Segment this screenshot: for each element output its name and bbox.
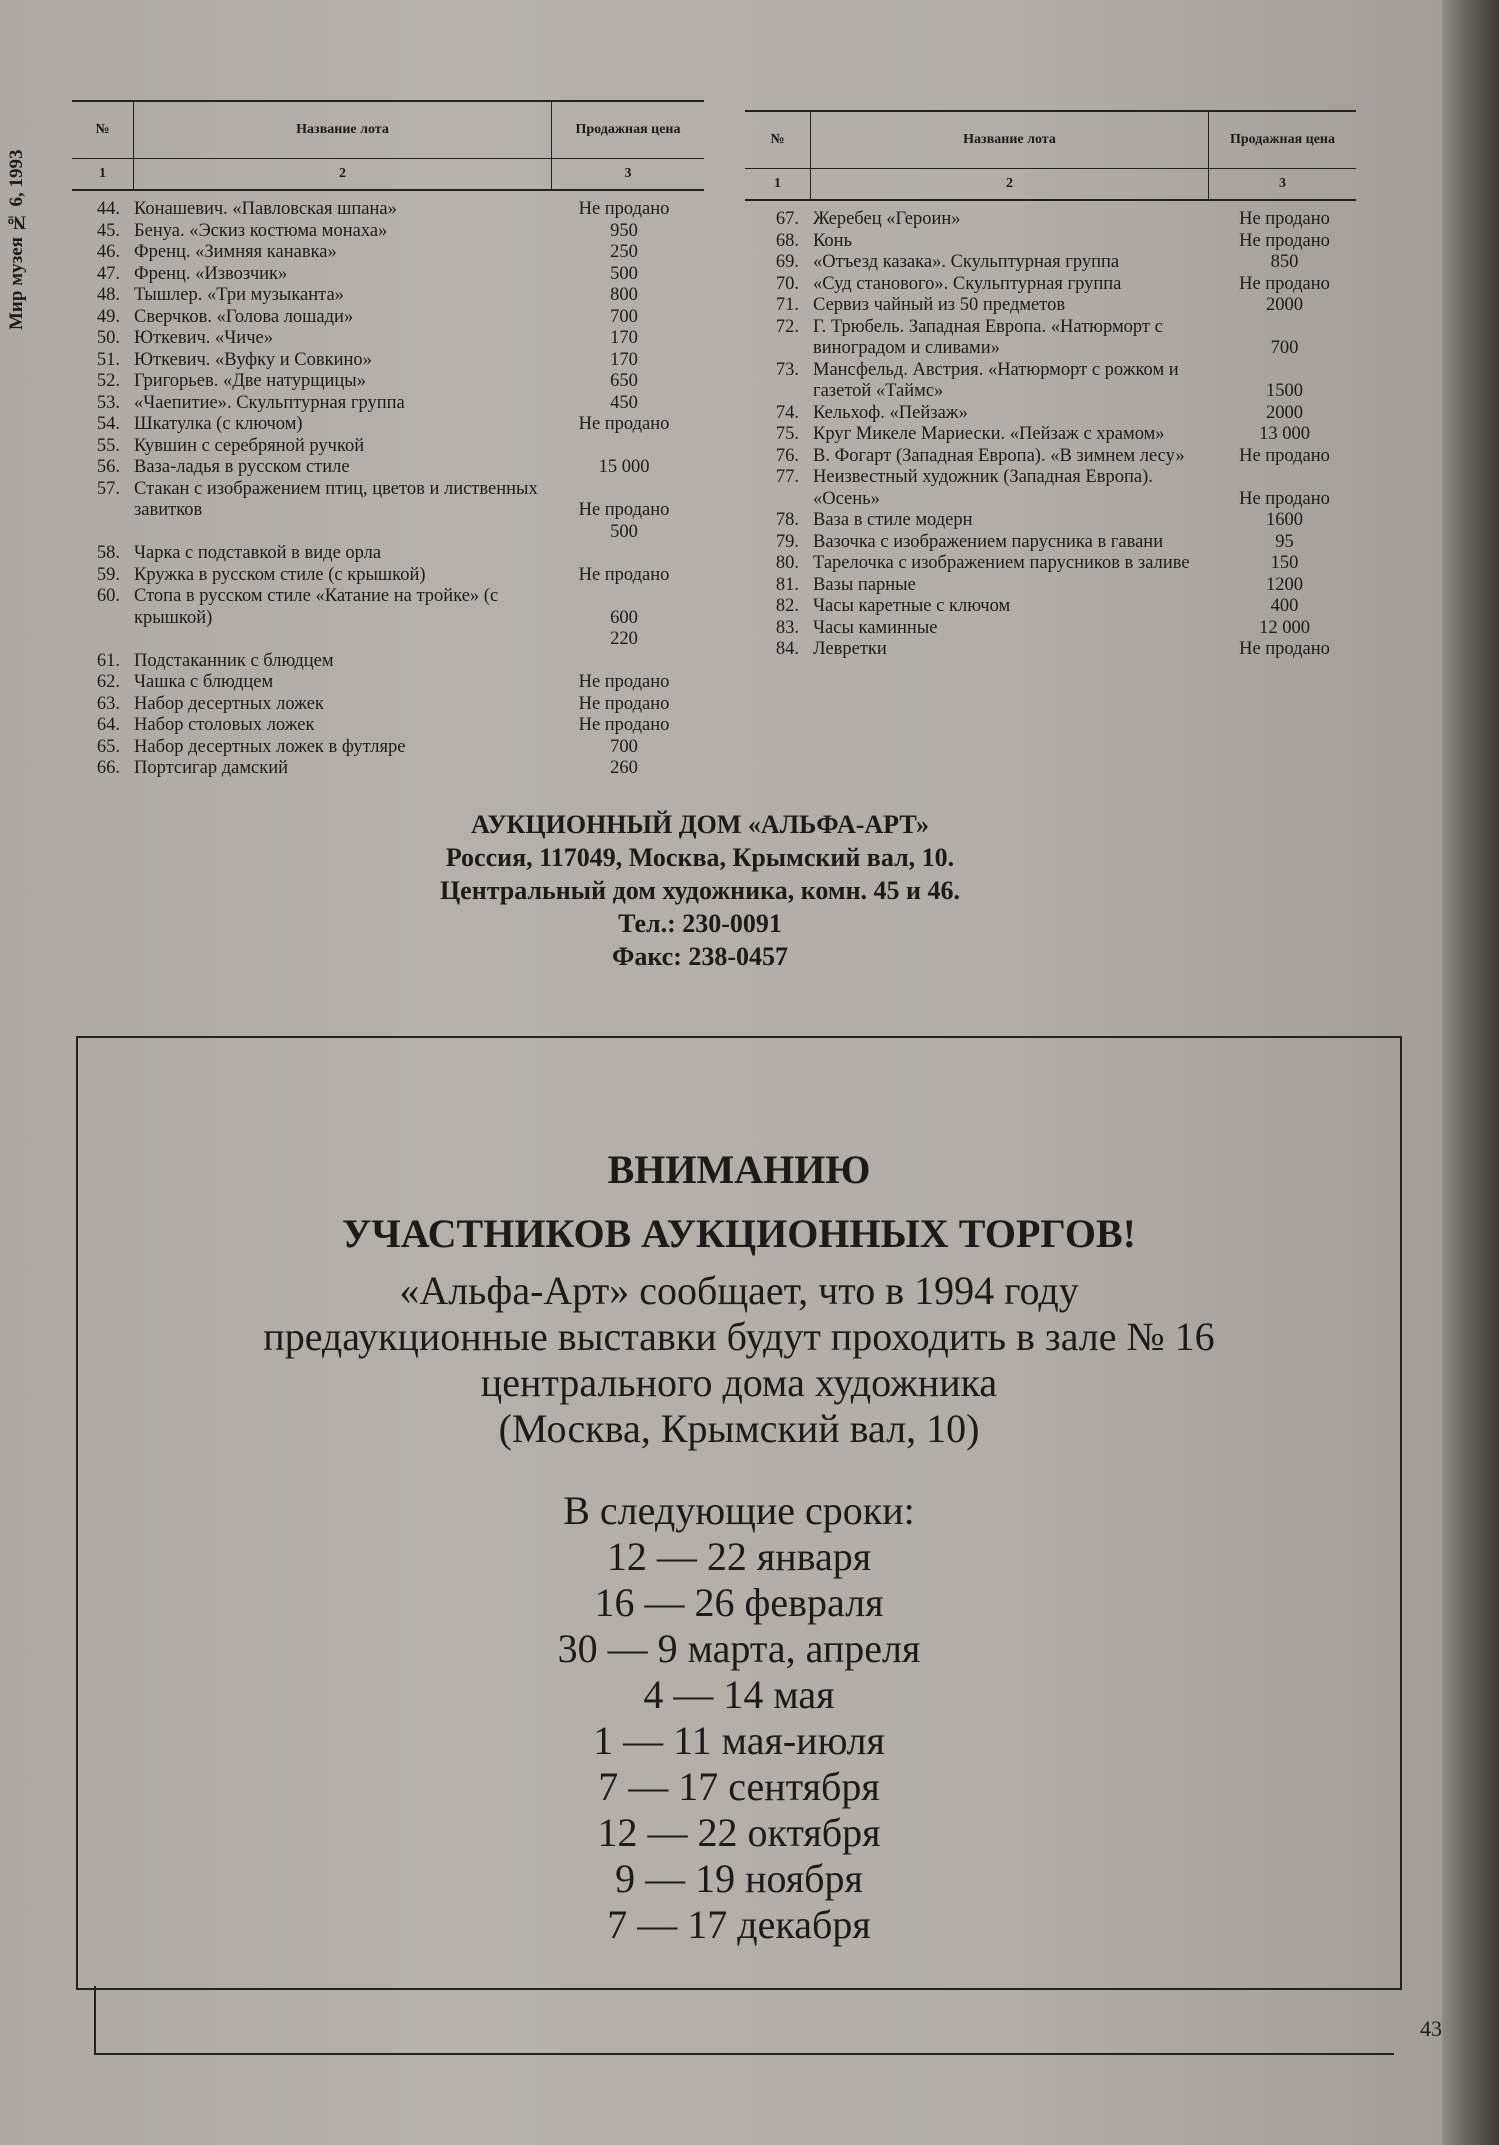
lot-number: 55. <box>96 435 120 456</box>
lot-number: 70. <box>775 273 799 294</box>
table-row <box>745 532 1356 554</box>
lot-name: Левретки <box>813 639 887 659</box>
lot-price: 500 <box>610 521 638 542</box>
lot-price: Не продано <box>578 199 670 219</box>
header-sale-price: Продажная цена <box>575 122 681 137</box>
lot-name: Чарка с подставкой в виде орла <box>134 543 382 563</box>
lot-price: 95 <box>1275 531 1294 552</box>
header-index: 1 <box>72 159 134 189</box>
lot-number: 74. <box>775 402 799 423</box>
header-lot-name: Название лота <box>811 112 1209 168</box>
lot-price: 950 <box>610 220 638 241</box>
table-row <box>745 575 1356 597</box>
lot-price: Не продано <box>1239 209 1330 229</box>
table-row <box>72 371 704 393</box>
lot-name: В. Фогарт (Западная Европа). «В зимнем лесу» <box>813 445 1185 466</box>
lot-price: Не продано <box>578 414 670 434</box>
lot-price: Не продано <box>578 693 670 714</box>
lot-name: Кельхоф. «Пейзаж» <box>813 402 968 423</box>
table-row <box>72 758 704 780</box>
lot-name: Тышлер. «Три музыканта» <box>134 285 344 305</box>
lot-name: Набор десертных ложек <box>134 693 324 714</box>
table-row <box>72 715 704 737</box>
contact-address: Россия, 117049, Москва, Крымский вал, 10. <box>445 843 955 872</box>
lot-price: 220 <box>610 629 638 649</box>
table-row <box>72 457 704 479</box>
table-row <box>745 446 1356 468</box>
lot-name: Часы каретные с ключом <box>813 596 1011 616</box>
lot-price: Не продано <box>1239 273 1330 294</box>
table-row <box>72 328 704 350</box>
table-row <box>745 252 1356 274</box>
notice-message-line: «Альфа-Арт» сообщает, что в 1994 году <box>399 1268 1079 1313</box>
lot-number: 47. <box>96 263 120 284</box>
lot-name: Григорьев. «Две натурщицы» <box>134 371 366 391</box>
lot-number: 79. <box>775 531 799 552</box>
lot-number: 65. <box>96 736 120 757</box>
header-index: 3 <box>1279 176 1286 191</box>
schedule-date: 7 — 17 декабря <box>607 1902 871 1947</box>
lot-price: 170 <box>610 349 638 370</box>
box-shadow-edge <box>94 2053 1394 2055</box>
header-index: 1 <box>745 169 811 199</box>
schedule-date: 7 — 17 сентября <box>598 1764 880 1809</box>
table-row <box>745 424 1356 446</box>
lot-name: Вазочка с изображением парусника в гавани <box>813 531 1164 552</box>
lot-price: 170 <box>610 328 638 348</box>
lot-number: 51. <box>96 349 120 370</box>
lot-price: 2000 <box>1266 402 1303 423</box>
table-row <box>745 639 1356 661</box>
lot-name: Конашевич. «Павловская шпана» <box>134 199 397 219</box>
lot-number: 76. <box>775 445 799 466</box>
lot-name: Подстаканник с блюдцем <box>134 650 334 671</box>
lot-number: 64. <box>96 715 120 735</box>
table-row <box>745 596 1356 618</box>
lot-number: 68. <box>775 230 799 251</box>
lot-name: «Суд станового». Скульптурная группа <box>813 273 1122 294</box>
lot-price: 13 000 <box>1259 424 1310 444</box>
lot-number: 63. <box>96 693 120 714</box>
lot-name: Френц. «Извозчик» <box>134 263 288 284</box>
notice-title-line: УЧАСТНИКОВ АУКЦИОННЫХ ТОРГОВ! <box>342 1211 1136 1256</box>
schedule-date: 12 — 22 января <box>606 1534 872 1579</box>
lot-number: 67. <box>775 209 799 229</box>
table-row <box>745 295 1356 317</box>
lot-name: Неизвестный художник (Западная Европа). «Осень» <box>813 467 1153 509</box>
lot-price: Не продано <box>578 564 670 585</box>
contact-building: Центральный дом художника, комн. 45 и 46. <box>439 876 961 905</box>
lot-table-left <box>72 100 704 780</box>
lot-price: Не продано <box>1239 230 1330 251</box>
lot-name: Часы каминные <box>813 617 938 638</box>
lot-number: 71. <box>775 295 799 315</box>
lot-price: 150 <box>1270 553 1299 573</box>
lot-name: Кувшин с серебряной ручкой <box>134 435 365 456</box>
lot-price: Не продано <box>1239 639 1330 659</box>
lot-name: Бенуа. «Эскиз костюма монаха» <box>134 220 388 241</box>
table-row <box>72 414 704 436</box>
table-row <box>72 694 704 716</box>
lot-name <box>134 629 544 651</box>
lot-number: 44. <box>96 199 120 219</box>
lot-number: 45. <box>96 220 120 241</box>
lot-name: Набор столовых ложек <box>134 715 315 735</box>
lot-number: 61. <box>96 650 120 671</box>
lot-number: 48. <box>96 285 120 305</box>
lot-price: Не продано <box>1239 445 1330 466</box>
exhibition-schedule <box>78 1488 1400 1948</box>
lot-number: 84. <box>775 639 799 659</box>
schedule-title: В следующие сроки: <box>563 1488 915 1533</box>
lot-name: Ваза в стиле модерн <box>813 510 973 530</box>
lot-price: 1500 <box>1266 381 1303 401</box>
notice-message-line: предаукционные выставки будут проходить в зале № 16 <box>263 1314 1215 1359</box>
lot-number: 50. <box>96 328 120 348</box>
lot-number: 58. <box>96 543 120 563</box>
lot-name: Юткевич. «Вуфку и Совкино» <box>134 349 372 370</box>
table-header <box>72 100 704 159</box>
notice-title-line: ВНИМАНИЮ <box>607 1147 871 1192</box>
lot-name: Стакан с изображением птиц, цветов и лиственных завитков <box>134 478 538 520</box>
lot-name: Вазы парные <box>813 574 916 595</box>
spine-caption: Мир музея № 6, 1993 <box>6 149 27 331</box>
lot-price: Не продано <box>578 715 670 735</box>
page-number: 43 <box>1420 2016 1442 2041</box>
lot-number: 77. <box>775 467 799 487</box>
lot-name: Набор десертных ложек в футляре <box>134 736 406 757</box>
lot-price: 500 <box>610 263 638 284</box>
table-row <box>745 274 1356 296</box>
lot-price: 650 <box>610 371 638 391</box>
table-row <box>72 543 704 565</box>
schedule-date: 30 — 9 марта, апреля <box>557 1626 921 1671</box>
lot-price: 260 <box>610 758 638 778</box>
table-row <box>72 264 704 286</box>
table-header <box>745 110 1356 169</box>
table-row <box>72 672 704 694</box>
lot-number: 81. <box>775 574 799 595</box>
lot-number: 69. <box>775 252 799 272</box>
table-row <box>72 479 704 522</box>
notice-box <box>76 1036 1402 1990</box>
lot-name: Портсигар дамский <box>134 758 289 778</box>
contact-phone: Тел.: 230-0091 <box>618 909 782 938</box>
table-row <box>72 307 704 329</box>
lot-price: 2000 <box>1266 295 1303 315</box>
table-row <box>72 737 704 759</box>
lot-name <box>134 522 544 544</box>
lot-number: 82. <box>775 596 799 616</box>
table-row <box>745 360 1356 403</box>
table-row <box>72 522 704 544</box>
contact-fax: Факс: 238-0457 <box>611 942 789 971</box>
lot-name: Стопа в русском стиле «Катание на тройке» (с крышкой) <box>134 586 499 628</box>
lot-number: 73. <box>775 359 799 380</box>
lot-price: 1600 <box>1266 510 1303 530</box>
lot-price: 450 <box>610 392 638 413</box>
header-number: № <box>745 112 811 168</box>
lot-number: 66. <box>96 758 120 778</box>
lot-number: 72. <box>775 316 799 337</box>
table-row <box>745 618 1356 640</box>
header-index: 2 <box>134 159 552 189</box>
lot-name: Тарелочка с изображением парусников в заливе <box>813 553 1190 573</box>
schedule-date: 9 — 19 ноября <box>615 1856 863 1901</box>
lot-number: 62. <box>96 672 120 692</box>
lot-price: 600 <box>610 607 638 628</box>
contact-name: АУКЦИОННЫЙ ДОМ «АЛЬФА-АРТ» <box>470 810 930 839</box>
table-row <box>745 209 1356 231</box>
schedule-date: 1 — 11 мая-июля <box>593 1718 885 1763</box>
lot-number: 54. <box>96 414 120 434</box>
table-row <box>72 285 704 307</box>
lot-number: 46. <box>96 242 120 262</box>
notice-message-line: центрального дома художника <box>480 1360 998 1405</box>
table-index-row <box>745 169 1356 201</box>
book-edge <box>1442 0 1499 2145</box>
lot-number: 80. <box>775 553 799 573</box>
lot-number: 83. <box>775 617 799 638</box>
lot-list <box>72 199 704 780</box>
table-row <box>745 403 1356 425</box>
notice-message-line: (Москва, Крымский вал, 10) <box>498 1406 980 1451</box>
lot-price: 400 <box>1270 596 1299 616</box>
lot-price: Не продано <box>578 500 670 520</box>
auction-house-contact <box>300 808 1100 973</box>
table-row <box>72 436 704 458</box>
table-row <box>745 510 1356 532</box>
table-row <box>72 221 704 243</box>
lot-number: 75. <box>775 424 799 444</box>
lot-number: 49. <box>96 306 120 327</box>
lot-name: Сервиз чайный из 50 предметов <box>813 295 1066 315</box>
lot-number <box>72 522 134 544</box>
lot-name: «Отъезд казака». Скульптурная группа <box>813 252 1120 272</box>
header-index: 2 <box>811 169 1209 199</box>
lot-number: 57. <box>96 478 120 499</box>
lot-price: 1200 <box>1266 574 1303 595</box>
table-row <box>72 242 704 264</box>
schedule-date: 4 — 14 мая <box>643 1672 835 1717</box>
notice-message <box>78 1268 1400 1452</box>
lot-number: 53. <box>96 392 120 413</box>
lot-list <box>745 209 1356 661</box>
lot-name: Шкатулка (с ключом) <box>134 414 303 434</box>
header-sale-price: Продажная цена <box>1230 132 1335 147</box>
header-index: 3 <box>624 166 632 181</box>
lot-name: Сверчков. «Голова лошади» <box>134 306 354 327</box>
lot-number <box>72 629 134 651</box>
table-row <box>72 629 704 651</box>
table-index-row <box>72 159 704 191</box>
schedule-date: 12 — 22 октября <box>597 1810 881 1855</box>
lot-name: Конь <box>813 230 853 251</box>
lot-price: 15 000 <box>598 457 650 477</box>
lot-number: 59. <box>96 564 120 585</box>
table-row <box>72 350 704 372</box>
lot-price: Не продано <box>1239 488 1330 509</box>
table-row <box>72 586 704 629</box>
lot-price: 700 <box>610 736 638 757</box>
lot-name: «Чаепитие». Скульптурная группа <box>134 392 405 413</box>
lot-number: 60. <box>96 586 120 606</box>
lot-price: 800 <box>610 285 638 305</box>
box-shadow-edge <box>94 1986 96 2053</box>
table-row <box>745 317 1356 360</box>
lot-number: 56. <box>96 457 120 477</box>
lot-price: 250 <box>610 242 638 262</box>
lot-name: Френц. «Зимняя канавка» <box>134 242 337 262</box>
lot-price: 700 <box>610 306 638 327</box>
table-row <box>745 553 1356 575</box>
lot-number: 52. <box>96 371 120 391</box>
lot-name: Мансфельд. Австрия. «Натюрморт с рожком и газетой «Таймс» <box>813 359 1179 401</box>
lot-price: 12 000 <box>1259 617 1310 638</box>
header-number: № <box>72 102 134 158</box>
lot-name: Чашка с блюдцем <box>134 672 274 692</box>
lot-table-right <box>745 110 1356 661</box>
lot-price: 700 <box>1270 338 1299 358</box>
schedule-date: 16 — 26 февраля <box>594 1580 884 1625</box>
table-row <box>72 565 704 587</box>
table-row <box>745 231 1356 253</box>
lot-name: Кружка в русском стиле (с крышкой) <box>134 564 426 585</box>
lot-price: Не продано <box>578 672 670 692</box>
lot-price: 850 <box>1270 252 1299 272</box>
table-row <box>72 651 704 673</box>
lot-name: Жеребец «Героин» <box>813 209 961 229</box>
lot-name: Г. Трюбель. Западная Европа. «Натюрморт с виноградом и сливами» <box>813 316 1163 358</box>
notice-title <box>78 1138 1400 1266</box>
lot-name: Круг Микеле Мариески. «Пейзаж с храмом» <box>813 424 1165 444</box>
table-row <box>72 393 704 415</box>
lot-name: Юткевич. «Чиче» <box>134 328 273 348</box>
lot-name: Ваза-ладья в русском стиле <box>134 457 350 477</box>
table-row <box>72 199 704 221</box>
table-row <box>745 467 1356 510</box>
lot-number: 78. <box>775 510 799 530</box>
header-lot-name: Название лота <box>134 102 552 158</box>
